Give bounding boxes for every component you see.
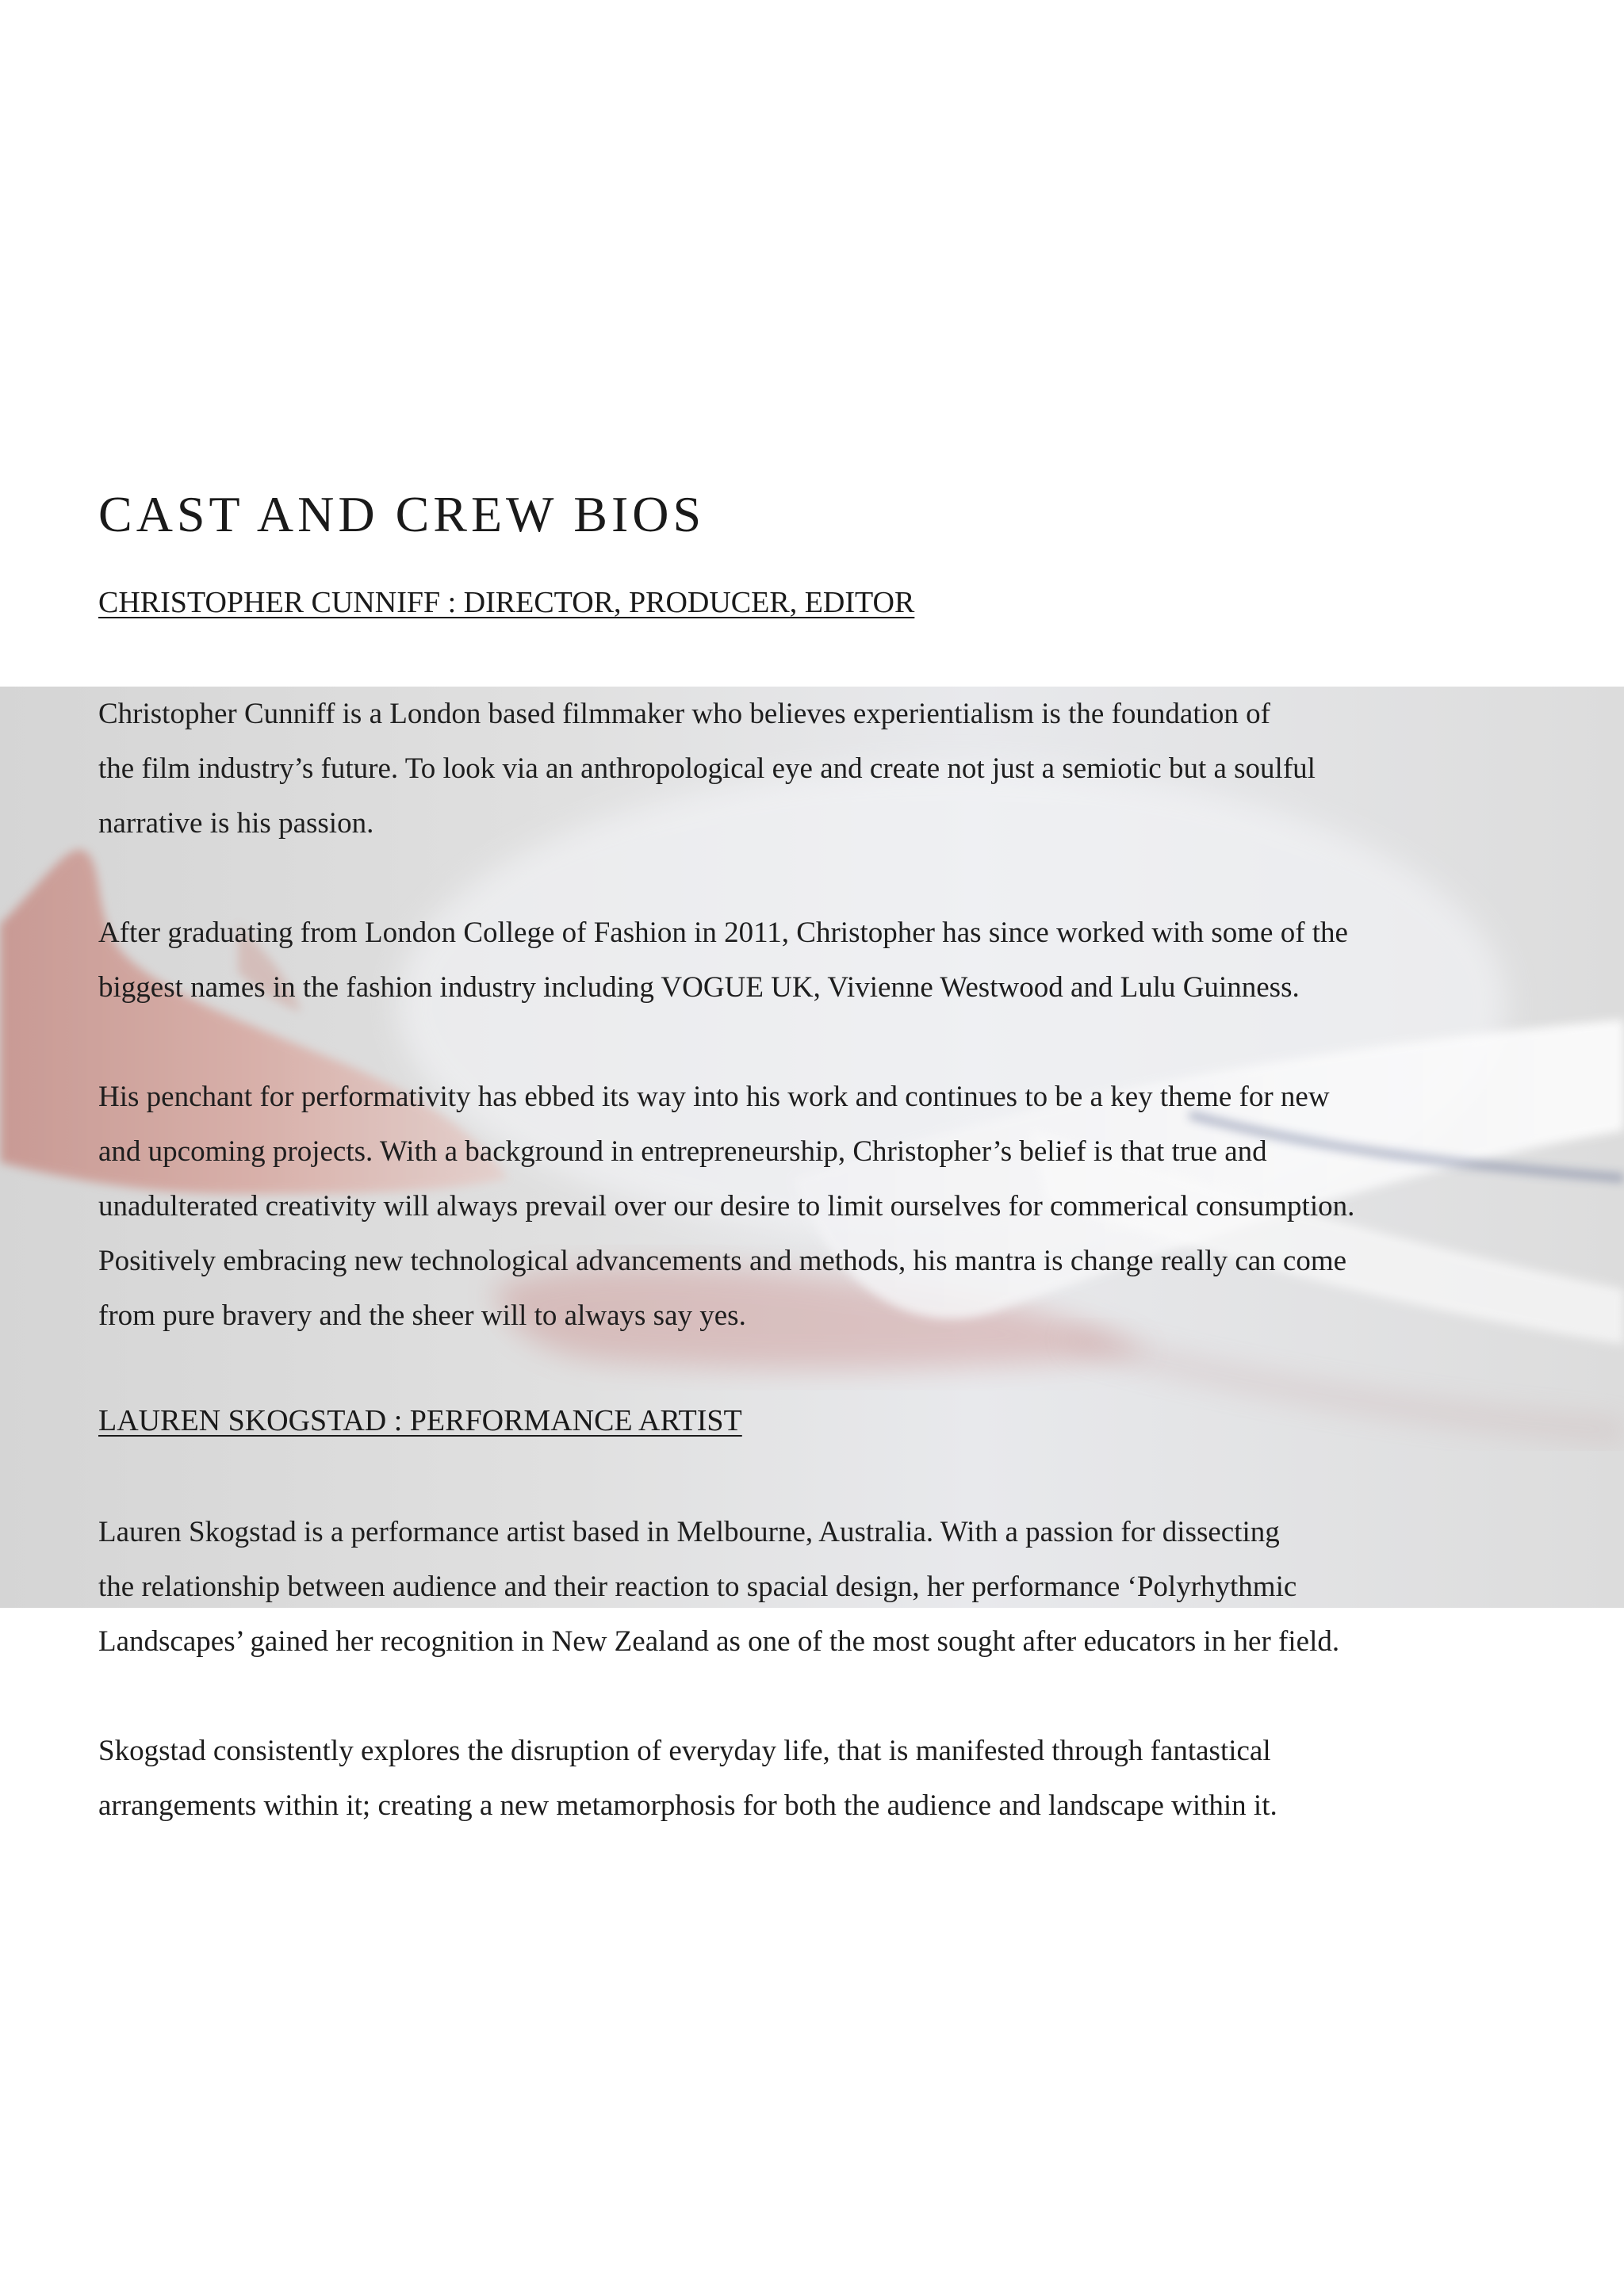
page-title: CAST AND CREW BIOS	[98, 486, 706, 542]
text-line: from pure bravery and the sheer will to always say yes.	[98, 1299, 746, 1332]
bio-paragraph	[98, 905, 1573, 1015]
bio-paragraph	[98, 687, 1573, 851]
text-line: the relationship between audience and their reaction to spacial design, her performance ‘Polyrhythmic	[98, 1571, 1297, 1603]
text-line: After graduating from London College of Fashion in 2011, Christopher has since worked with some of the	[98, 916, 1348, 949]
bio-heading-lauren-skogstad: LAUREN SKOGSTAD : PERFORMANCE ARTIST	[98, 1404, 742, 1437]
text-line: Christopher Cunniff is a London based filmmaker who believes experientialism is the foundation of	[98, 698, 1270, 730]
text-line: narrative is his passion.	[98, 807, 374, 840]
text-line: the film industry’s future. To look via an anthropological eye and create not just a semiotic but a soulful	[98, 752, 1316, 785]
bio-paragraph	[98, 1505, 1573, 1669]
text-line: Positively embracing new technological advancements and methods, his mantra is change really can come	[98, 1245, 1347, 1277]
text-line: and upcoming projects. With a background in entrepreneurship, Christopher’s belief is that true and	[98, 1135, 1267, 1168]
text-line: arrangements within it; creating a new metamorphosis for both the audience and landscape within it.	[98, 1789, 1277, 1822]
bio-heading-christopher-cunniff: CHRISTOPHER CUNNIFF : DIRECTOR, PRODUCER, EDITOR	[98, 586, 915, 619]
text-line: unadulterated creativity will always prevail over our desire to limit ourselves for commerical consumption.	[98, 1190, 1355, 1223]
text-line: Skogstad consistently explores the disruption of everyday life, that is manifested through fantastical	[98, 1735, 1271, 1767]
text-line: Landscapes’ gained her recognition in New Zealand as one of the most sought after educators in her field.	[98, 1625, 1340, 1658]
text-line: His penchant for performativity has ebbed its way into his work and continues to be a key theme for new	[98, 1081, 1330, 1113]
text-line: biggest names in the fashion industry including VOGUE UK, Vivienne Westwood and Lulu Guinness.	[98, 971, 1300, 1004]
bio-paragraph	[98, 1724, 1573, 1833]
bio-paragraph	[98, 1070, 1573, 1343]
text-line: Lauren Skogstad is a performance artist based in Melbourne, Australia. With a passion for dissecting	[98, 1516, 1280, 1548]
